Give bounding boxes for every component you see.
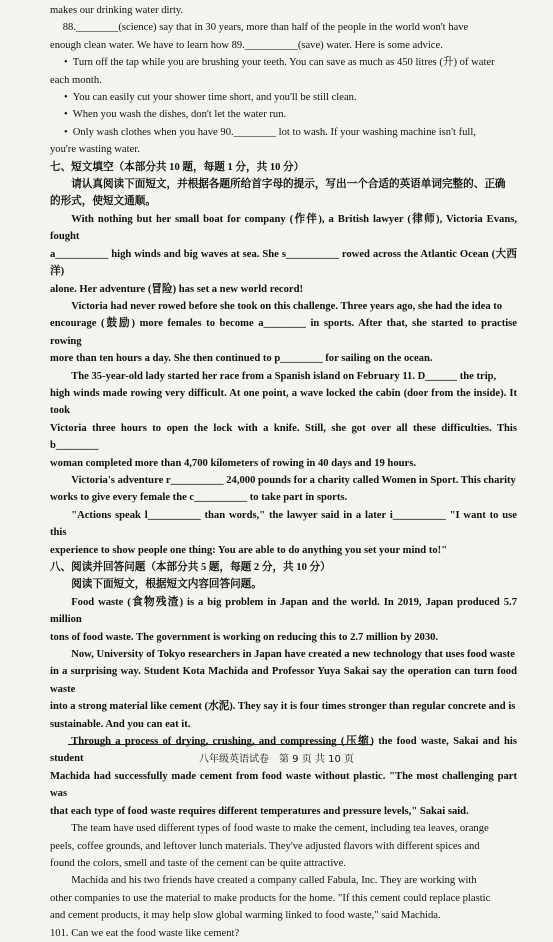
passage-line: into a strong material like cement (水泥). They say it is four times stronger than regular concrete and is	[50, 701, 516, 713]
passage-line: "Actions speak l__________ than words," the lawyer said in a later i__________ "I want to use this	[50, 509, 517, 539]
passage-line: sustainable. And you can eat it.	[50, 718, 191, 730]
bullet-item: • When you wash the dishes, don't let the water run.	[50, 106, 517, 123]
answer-line	[68, 744, 372, 745]
text-line: 88.________(science) say that in 30 years, more than half of the people in the world won't have	[62, 22, 469, 34]
passage-line: and cement products, it may help slow global warming linked to food waste," said Machida.	[50, 910, 441, 922]
passage-line: With nothing but her small boat for company (作伴), a British lawyer (律师), Victoria Evans, fought	[50, 213, 517, 243]
text-line: you're wasting water.	[50, 144, 140, 156]
passage-line: The team have used different types of food waste to make the cement, including tea leaves, orange	[71, 823, 489, 835]
bullet-item: • You can easily cut your shower time short, and you'll be still clean.	[50, 89, 517, 106]
passage-line: encourage (鼓励) more females to become a________ in sports. After that, she started to practise rowing	[50, 318, 517, 347]
passage-line: Victoria three hours to open the lock with a knife. Still, she got over all these difficulties. This b________	[50, 422, 517, 452]
passage-line: more than ten hours a day. She then continued to p________ for sailing on the ocean.	[50, 353, 433, 365]
passage-line: other companies to use the material to make products for the home. "If this cement could replace plastic	[50, 892, 491, 904]
text-line: each month.	[50, 74, 102, 86]
instruction-text: 阅读下面短文，根据短文内容回答问题。	[71, 579, 262, 591]
passage-line: Through a process of drying, crushing, and compressing (压缩) the food waste, Sakai and his student	[50, 736, 517, 765]
section-heading-7: 七、短文填空（本部分共 10 题，每题 1 分，共 10 分）	[50, 161, 305, 173]
text-line: makes our drinking water dirty.	[50, 5, 184, 16]
instruction-text: 的形式，使短文通顺。	[50, 196, 156, 208]
page-footer: 八年级英语试卷 第 9 页 共 10 页	[199, 754, 354, 765]
question-101: 101. Can we eat the food waste like cement?	[50, 927, 240, 939]
passage-line: woman completed more than 4,700 kilometers of rowing in 40 days and 19 hours.	[50, 457, 416, 469]
passage-line: that each type of food waste requires different temperatures and pressure levels," Sakai said.	[50, 805, 469, 817]
passage-line: Victoria had never rowed before she took on this challenge. Three years ago, she had the idea to	[71, 300, 503, 312]
passage-line: Machida had successfully made cement from food waste without plastic. "The most challenging part was	[50, 770, 517, 800]
instruction-text: 请认真阅读下面短文，并根据各题所给首字母的提示，写出一个合适的英语单词完整的、正确	[71, 179, 506, 191]
passage-line: high winds made rowing very difficult. At one point, a wave locked the cabin (door from the inside). It took	[50, 387, 517, 417]
passage-line: Victoria's adventure r__________ 24,000 pounds for a charity called Women in Sport. This charity	[71, 474, 516, 486]
section-heading-8: 八、阅读并回答问题（本部分共 5 题，每题 2 分，共 10 分）	[50, 562, 331, 573]
passage-line: The 35-year-old lady started her race from a Spanish island on February 11. D______ the trip,	[71, 370, 497, 382]
passage-line: a__________ high winds and big waves at sea. She s__________ rowed across the Atlantic Ocean (大西洋)	[50, 248, 517, 278]
passage-line: experience to show people one thing: You are able to do anything you set your mind to!"	[50, 544, 448, 556]
passage-line: peels, coffee grounds, and leftover lunch materials. They've adjusted flavors with different spices and	[50, 840, 480, 852]
passage-line: Food waste (食物残渣) is a big problem in Japan and the world. In 2019, Japan produced 5.7 million	[50, 596, 517, 626]
passage-line: alone. Her adventure (冒险) has set a new world record!	[50, 283, 304, 295]
bullet-item: • Only wash clothes when you have 90.________ lot to wash. If your washing machine isn't full,	[50, 124, 517, 141]
text-line: enough clean water. We have to learn how 89.__________(save) water. Here is some advice.	[50, 39, 443, 51]
bullet-item: • Turn off the tap while you are brushing your teeth. You can save as much as 450 litres (升) of water	[50, 54, 517, 71]
passage-line: works to give every female the c__________ to take part in sports.	[50, 492, 348, 504]
passage-line: tons of food waste. The government is working on reducing this to 2.7 million by 2030.	[50, 631, 439, 643]
passage-line: in a surprising way. Student Kota Machida and Professor Yuya Sakai say the operation can turn food waste	[50, 666, 517, 695]
passage-line: Machida and his two friends have created a company called Fabula, Inc. They are working with	[71, 875, 477, 887]
passage-line: found the colors, smell and taste of the cement can be quite attractive.	[50, 857, 346, 869]
passage-line: Now, University of Tokyo researchers in Japan have created a new technology that uses food waste	[71, 649, 515, 661]
